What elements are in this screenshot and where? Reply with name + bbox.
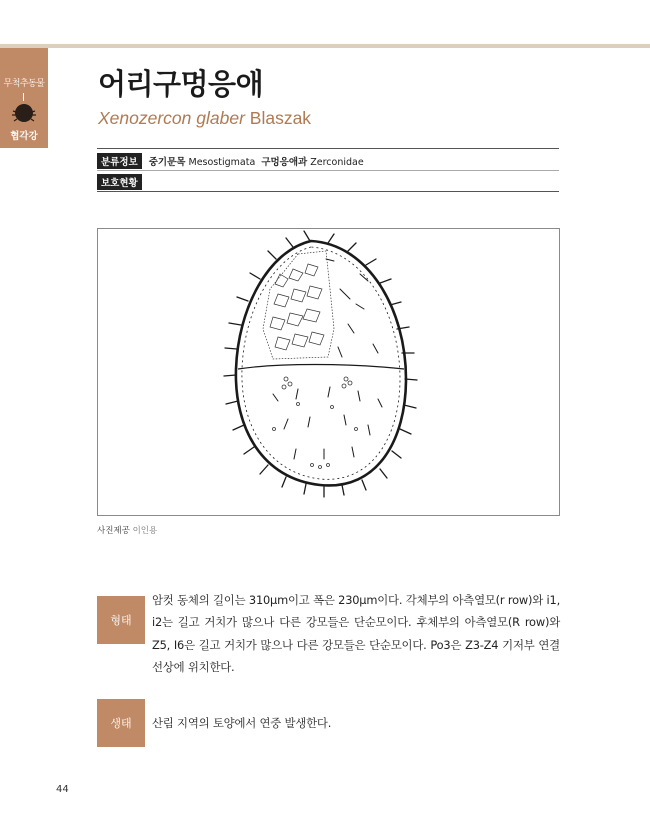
morphology-text: 암컷 동체의 길이는 310μm이고 폭은 230μm이다. 각체부의 아측열모(r row)와 i1, i2는 길고 거치가 많으나 다른 강모들은 단순모이다. 후체부의 아측열모(R row)와 Z5, I6은 길고 거치가 많으나 다른 강모들은 단순모이다. Po3은 Z3-Z4 기저부 연결선상에 위치한다. <box>152 593 560 675</box>
family-ko: 구멍응애과 <box>261 157 308 168</box>
info-middle-rule <box>97 170 559 171</box>
caption-credit: 이인용 <box>132 526 158 536</box>
genus-species: Xenozercon glaber <box>98 108 245 128</box>
sidebar-category: 무척추동물 <box>3 79 45 89</box>
order-en: Mesostigmata <box>188 157 256 168</box>
conservation-tag: 보호현황 <box>97 174 142 190</box>
sidebar-divider <box>23 93 24 101</box>
morphology-label: 형태 <box>97 596 145 644</box>
mite-illustration <box>98 229 561 517</box>
mite-silhouette-icon <box>11 103 37 123</box>
top-rule <box>0 44 650 48</box>
caption-label: 사진제공 <box>97 526 130 536</box>
classification-tag: 분류정보 <box>97 153 142 169</box>
sidebar-tab <box>0 48 48 148</box>
order-ko: 중기문목 <box>148 157 186 168</box>
figure-caption <box>97 524 157 536</box>
page-number: 44 <box>56 784 69 795</box>
scientific-name <box>98 108 311 129</box>
author: Blaszak <box>249 108 312 128</box>
classification-row <box>97 153 364 169</box>
ecology-text: 산림 지역의 토양에서 연중 발생한다. <box>152 716 332 730</box>
page-title: 어리구멍응애 <box>98 67 264 101</box>
info-top-rule <box>97 148 559 149</box>
ecology-label: 생태 <box>97 699 145 747</box>
pores <box>273 377 358 469</box>
info-bottom-rule <box>97 191 559 192</box>
specimen-figure <box>97 228 560 516</box>
sidebar-class: 협각강 <box>10 131 38 142</box>
family-en: Zerconidae <box>310 157 364 168</box>
conservation-row <box>97 174 146 190</box>
dorsal-shield-reticulation <box>263 251 334 359</box>
